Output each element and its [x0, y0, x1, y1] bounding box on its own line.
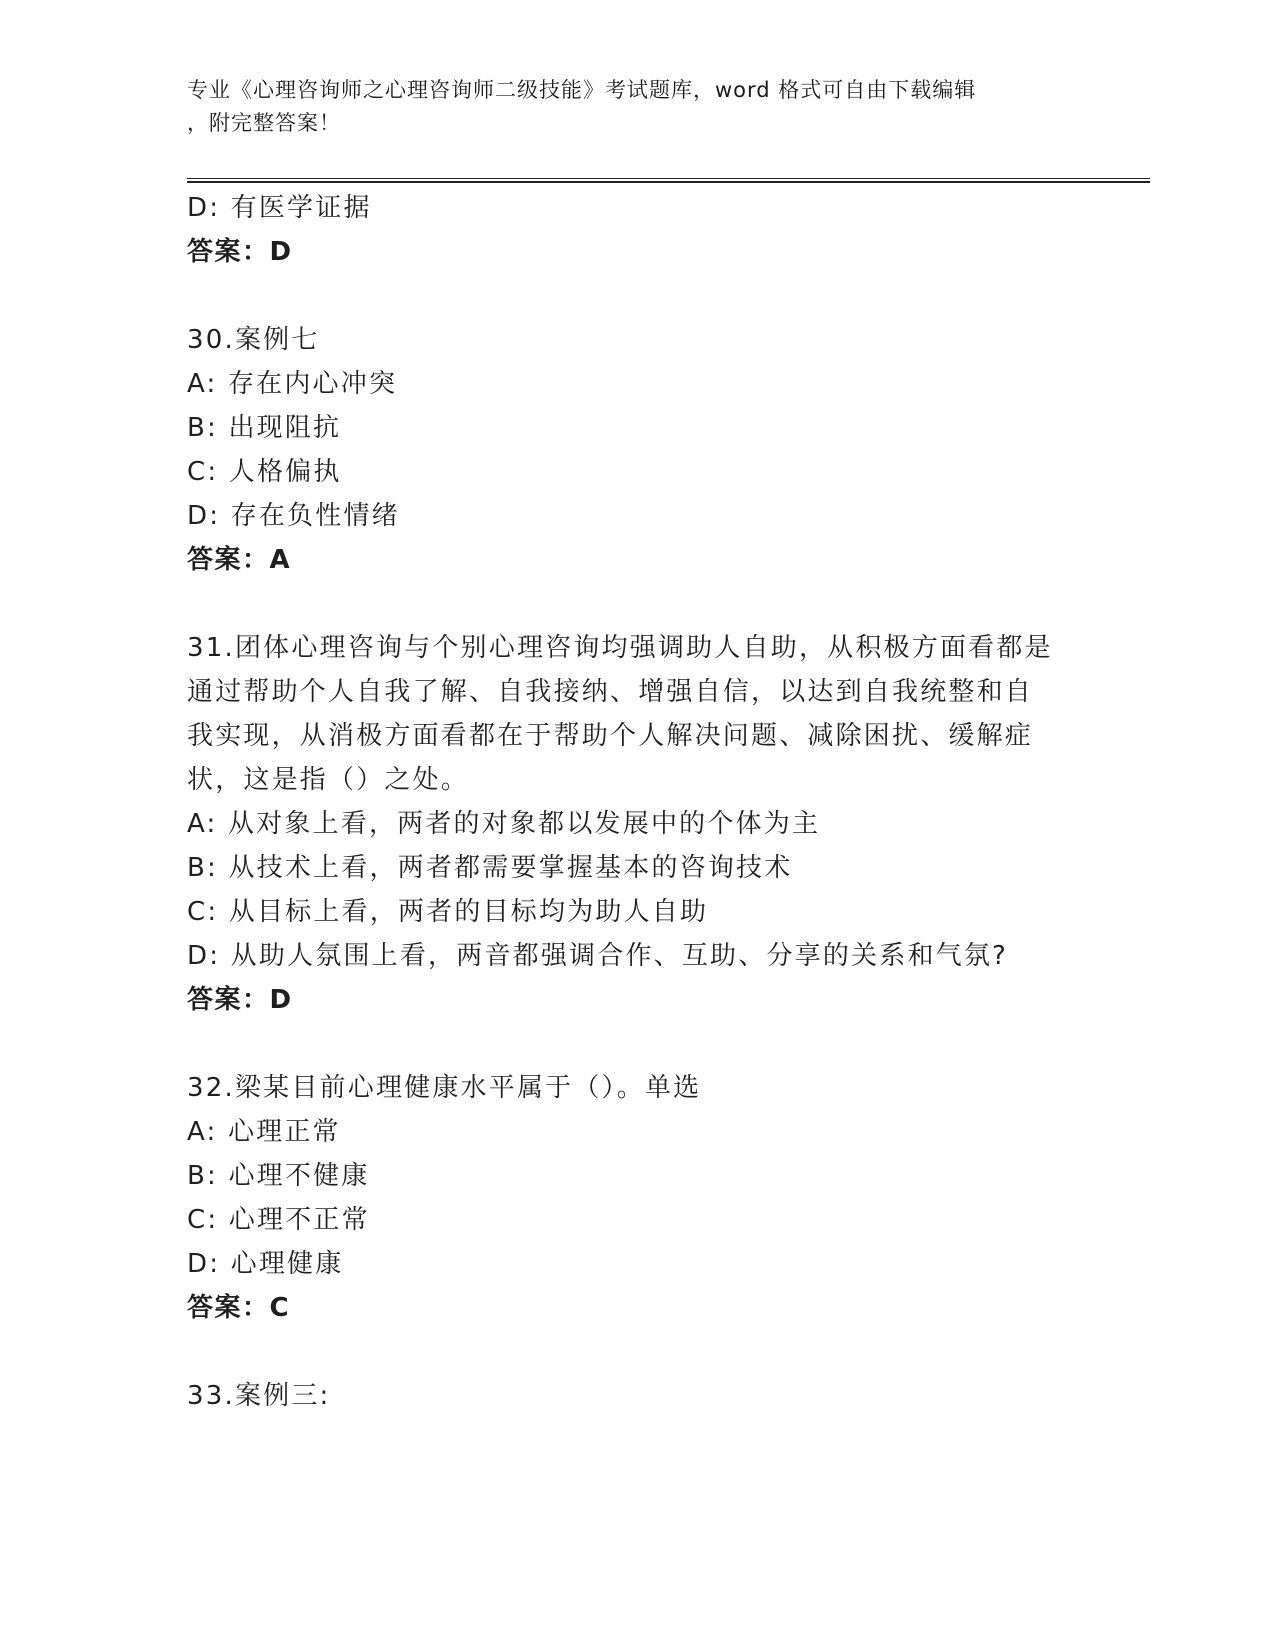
q31-option-c: C: 从目标上看，两者的目标均为助人自助 [187, 897, 709, 927]
q31-option-d: D: 从助人氛围上看，两音都强调合作、互助、分享的关系和气氛? [187, 941, 1009, 971]
q31-stem-line-2: 通过帮助个人自我了解、自我接纳、增强自信，以达到自我统整和自 [187, 677, 1034, 707]
q31-option-a: A: 从对象上看，两者的对象都以发展中的个体为主 [187, 809, 821, 839]
header-divider-thin [187, 178, 1150, 179]
q31-answer: 答案：D [187, 985, 293, 1015]
q30-option-b: B: 出现阻抗 [187, 413, 342, 443]
q32-option-a: A: 心理正常 [187, 1117, 341, 1147]
q32-option-c: C: 心理不正常 [187, 1205, 370, 1235]
document-header [187, 74, 1087, 140]
q31-stem-line-1: 31.团体心理咨询与个别心理咨询均强调助人自助，从积极方面看都是 [187, 633, 1053, 663]
q33-stem: 33.案例三: [187, 1381, 331, 1411]
header-divider-thick [187, 181, 1150, 183]
q32-option-d: D: 心理健康 [187, 1249, 344, 1279]
q31-stem-line-4: 状，这是指（）之处。 [187, 765, 470, 795]
q31-option-b: B: 从技术上看，两者都需要掌握基本的咨询技术 [187, 853, 793, 883]
q29-option-d: D: 有医学证据 [187, 193, 372, 223]
q32-stem: 32.梁某目前心理健康水平属于（）。单选 [187, 1073, 702, 1103]
q30-option-c: C: 人格偏执 [187, 457, 342, 487]
q30-option-d: D: 存在负性情绪 [187, 501, 400, 531]
q30-answer: 答案：A [187, 545, 292, 575]
q30-stem: 30.案例七 [187, 325, 320, 355]
header-line-1: 专业《心理咨询师之心理咨询师二级技能》考试题库，word 格式可自由下载编辑 [187, 78, 977, 102]
header-line-2: ，附完整答案！ [187, 111, 341, 135]
q31-stem-line-3: 我实现，从消极方面看都在于帮助个人解决问题、减除困扰、缓解症 [187, 721, 1034, 751]
q30-option-a: A: 存在内心冲突 [187, 369, 398, 399]
q29-answer: 答案：D [187, 237, 293, 267]
q32-answer: 答案：C [187, 1293, 291, 1323]
q32-option-b: B: 心理不健康 [187, 1161, 370, 1191]
